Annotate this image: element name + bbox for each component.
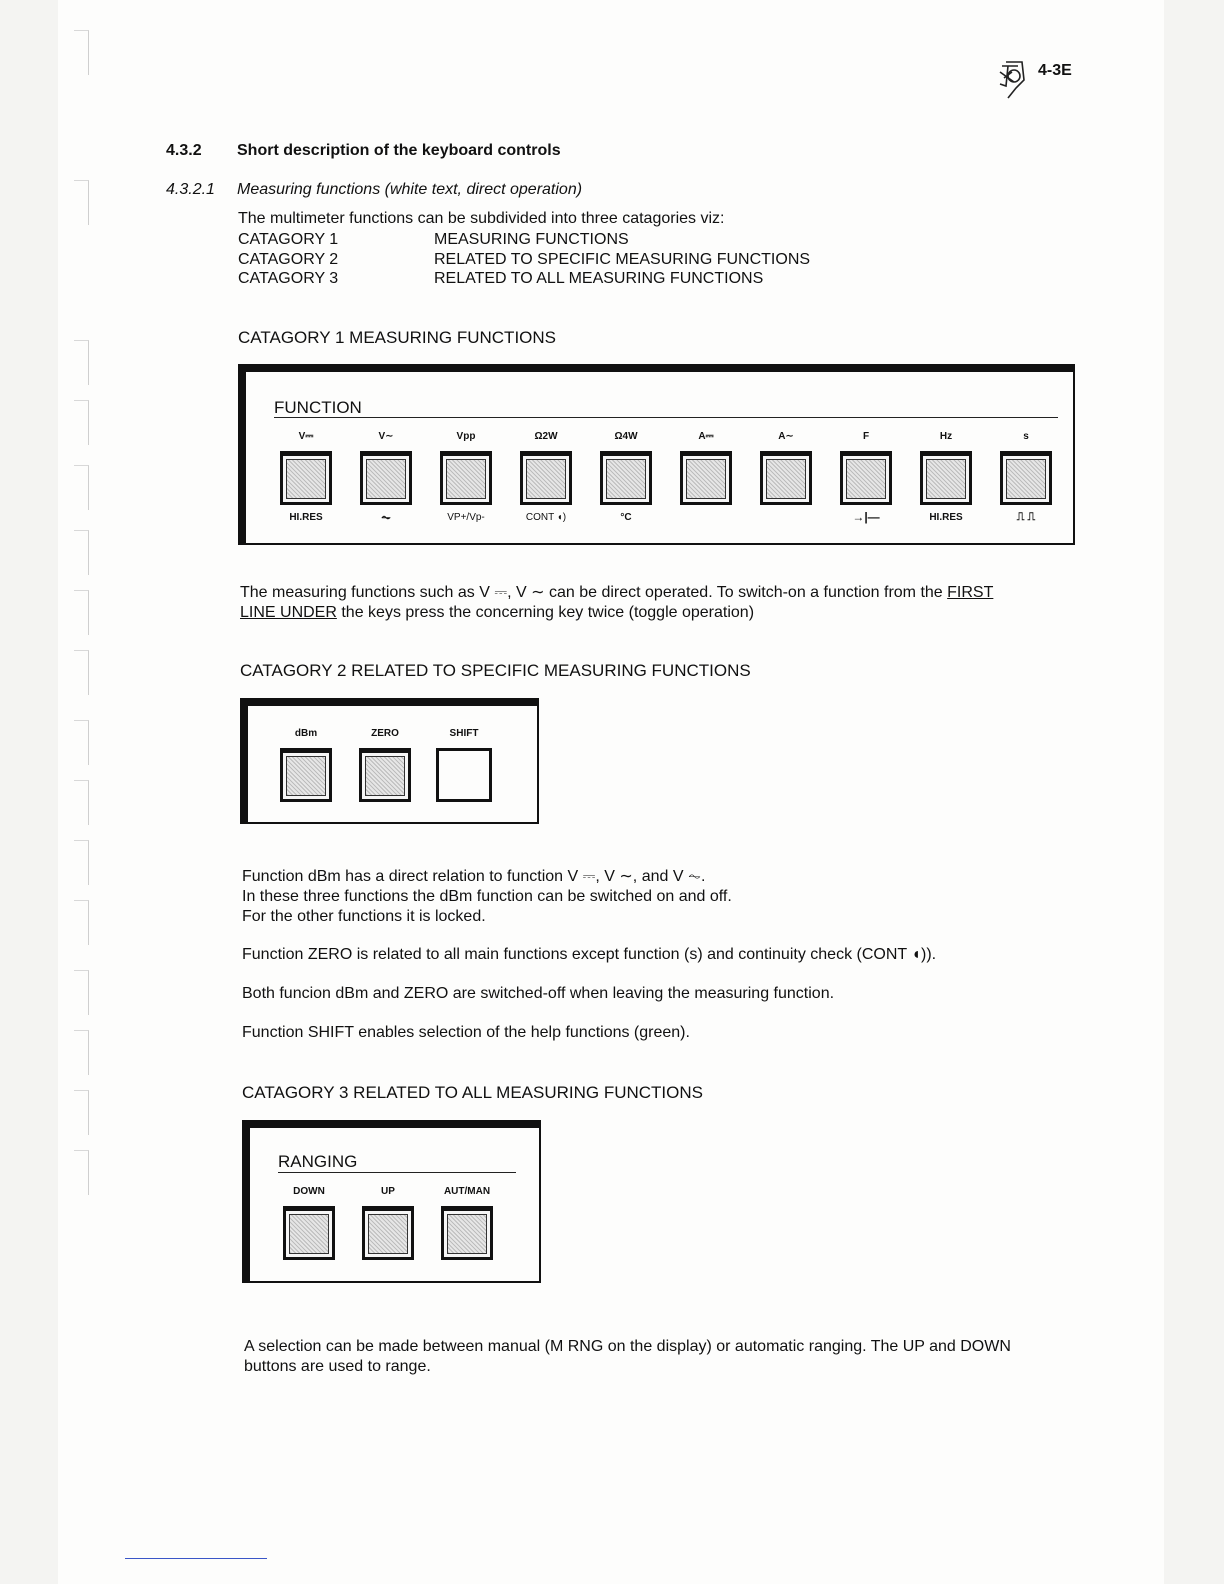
function-key-adc[interactable] <box>680 451 732 505</box>
key-label-top: V∼ <box>378 431 394 442</box>
key-label-top: ZERO <box>371 728 399 739</box>
shift-key[interactable] <box>436 748 492 802</box>
category-desc: RELATED TO ALL MEASURING FUNCTIONS <box>434 270 764 287</box>
ranging-panel <box>242 1120 541 1283</box>
cat2-para1-line: For the other functions it is locked. <box>242 908 486 925</box>
function-key-vpp[interactable] <box>440 451 492 505</box>
section-number: 4.3.2 <box>166 142 202 159</box>
cat3-heading: CATAGORY 3 RELATED TO ALL MEASURING FUNCTIONS <box>242 1083 703 1102</box>
function-panel <box>238 364 1075 545</box>
function-key-vac[interactable] <box>360 451 412 505</box>
diode-icon: →|— <box>852 510 880 524</box>
pulse-icon: ⎍ ⎍ <box>1016 511 1036 523</box>
key-label-top: A∼ <box>778 431 794 442</box>
footer-rule <box>125 1558 267 1559</box>
key-label-top: Vpp <box>456 431 476 442</box>
cat2-para4: Function SHIFT enables selection of the help functions (green). <box>242 1024 690 1041</box>
category-list <box>238 230 810 289</box>
key-label-top: AUT/MAN <box>443 1186 491 1197</box>
key-label-top: DOWN <box>293 1186 325 1197</box>
subsection-number: 4.3.2.1 <box>166 181 215 198</box>
key-label-bottom: HI.RES <box>289 512 323 523</box>
function-key-s[interactable] <box>1000 451 1052 505</box>
cat1-paragraph <box>240 583 993 623</box>
range-down-key[interactable] <box>283 1206 335 1260</box>
cat3-para-line: buttons are used to range. <box>244 1358 431 1375</box>
function-key-ohm-4w[interactable] <box>600 451 652 505</box>
cat3-paragraph <box>244 1337 1011 1377</box>
key-label-top: SHIFT <box>449 728 479 739</box>
cat1-para-underline-1: FIRST <box>947 584 994 601</box>
key-label-top: Ω4W <box>614 431 638 442</box>
function-key-ohm-2w[interactable] <box>520 451 572 505</box>
section-title: Short description of the keyboard controls <box>237 142 561 159</box>
cat2-para1 <box>242 867 732 927</box>
zero-key[interactable] <box>359 748 411 802</box>
function-key-vdc[interactable] <box>280 451 332 505</box>
key-label-bottom: CONT ◖) <box>525 512 567 523</box>
function-key-f[interactable] <box>840 451 892 505</box>
cat2-para3: Both funcion dBm and ZERO are switched-off when leaving the measuring function. <box>242 985 835 1002</box>
cat1-para-a: The measuring functions such as V ⎓, V ∼ can be direct operated. To switch-on a function from the <box>240 584 943 601</box>
intro-text: The multimeter functions can be subdivided into three catagories viz: <box>238 210 725 227</box>
key-label-top: V⎓ <box>298 431 314 442</box>
ranging-panel-title: RANGING <box>278 1152 358 1171</box>
key-label-top: s <box>1023 431 1029 442</box>
cat1-heading: CATAGORY 1 MEASURING FUNCTIONS <box>238 328 557 347</box>
cat3-para-line: A selection can be made between manual (M RNG on the display) or automatic ranging. The UP and DOWN <box>244 1338 1011 1355</box>
panel-rule <box>278 1172 516 1173</box>
key-label-bottom: HI.RES <box>929 512 963 523</box>
key-label-bottom: °C <box>620 512 632 523</box>
cat2-panel <box>240 698 539 824</box>
category-name: CATAGORY 1 <box>238 231 339 248</box>
cat2-heading: CATAGORY 2 RELATED TO SPECIFIC MEASURING FUNCTIONS <box>240 661 751 680</box>
category-desc: RELATED TO SPECIFIC MEASURING FUNCTIONS <box>434 250 811 268</box>
category-desc: MEASURING FUNCTIONS <box>434 231 629 248</box>
key-label-top: Ω2W <box>534 431 558 442</box>
cat2-para1-line: In these three functions the dBm function can be switched on and off. <box>242 888 732 905</box>
function-key-hz[interactable] <box>920 451 972 505</box>
cat1-para-underline-2: LINE UNDER <box>240 604 337 621</box>
category-row <box>238 250 810 270</box>
key-label-bottom: ⏦ <box>381 510 391 524</box>
auto-manual-key[interactable] <box>441 1206 493 1260</box>
cat2-para2: Function ZERO is related to all main functions except function (s) and continuity check (CONT ◖)). <box>242 946 937 963</box>
dbm-key[interactable] <box>280 748 332 802</box>
category-name: CATAGORY 2 <box>238 250 339 268</box>
hand-icon <box>994 58 1028 100</box>
page-number: 4-3E <box>1038 62 1072 79</box>
category-row <box>238 230 810 250</box>
function-key-aac[interactable] <box>760 451 812 505</box>
subsection-title: Measuring functions (white text, direct operation) <box>237 181 583 198</box>
key-label-top: F <box>862 431 870 442</box>
panel-rule <box>274 417 1058 418</box>
key-label-top: Hz <box>939 431 953 442</box>
range-up-key[interactable] <box>362 1206 414 1260</box>
cat1-para-b: the keys press the concerning key twice (toggle operation) <box>341 604 755 621</box>
cat2-para1-line: Function dBm has a direct relation to function V ⎓, V ∼, and V ⏦. <box>242 868 706 885</box>
function-panel-title: FUNCTION <box>274 398 362 417</box>
category-name: CATAGORY 3 <box>238 270 339 287</box>
key-label-top: UP <box>381 1186 395 1197</box>
key-label-top: dBm <box>294 728 318 739</box>
key-label-bottom: VP+/Vp- <box>447 512 485 523</box>
category-row <box>238 269 810 289</box>
key-label-top: A⎓ <box>698 431 714 442</box>
binding-marks <box>70 30 90 1510</box>
